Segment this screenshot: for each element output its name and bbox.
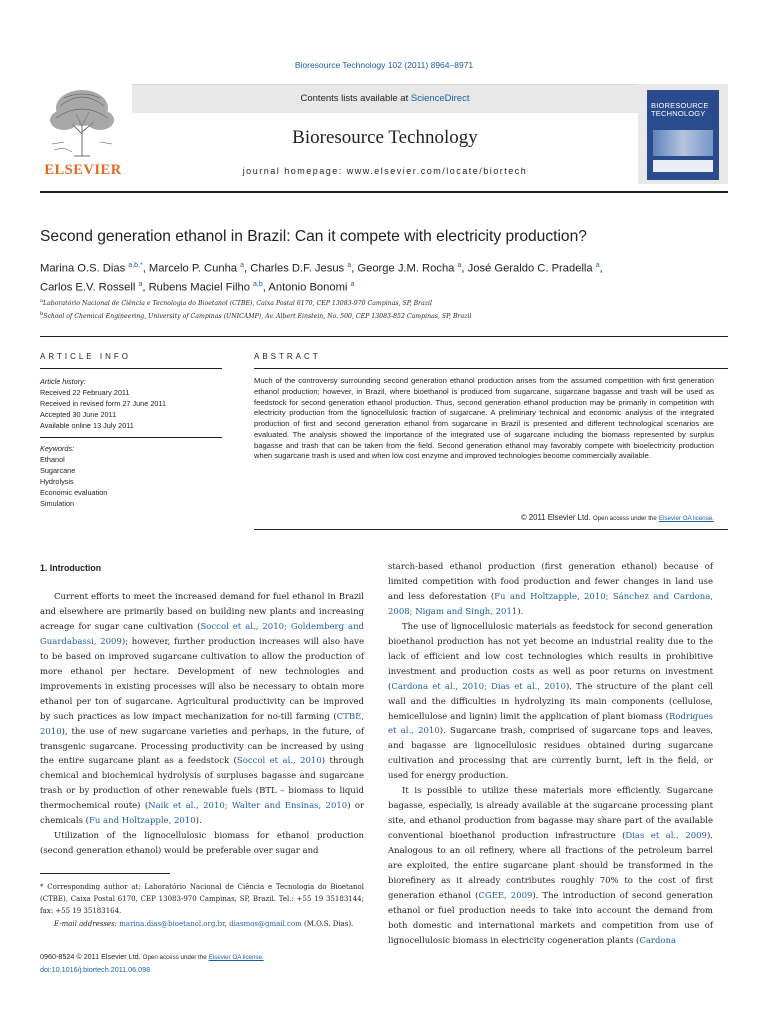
issn-text: 0960-8524 © 2011 Elsevier Ltd. (40, 952, 141, 961)
citation-link[interactable]: Rodrigues et al., 2010 (388, 711, 713, 737)
keyword-item: Ethanol (40, 455, 65, 464)
abstract-heading: ABSTRACT (254, 352, 321, 361)
author-name[interactable]: José Geraldo C. Pradella (467, 262, 593, 275)
footer-license-link[interactable]: Elsevier OA license. (208, 954, 264, 961)
citation-link[interactable]: Cardona (639, 935, 677, 946)
keyword-list (40, 454, 222, 509)
history-item: Accepted 30 June 2011 (40, 410, 117, 419)
author-name[interactable]: George J.M. Rocha (357, 262, 455, 275)
author-list (40, 258, 730, 295)
title-rule (40, 336, 728, 337)
left-paragraphs (40, 590, 364, 859)
article-title: Second generation ethanol in Brazil: Can it compete with electricity production? (40, 228, 587, 245)
author-affiliation-mark[interactable]: a (457, 262, 462, 269)
footer-open-access: Open access under the (142, 954, 207, 961)
author-name[interactable]: Marcelo P. Cunha (148, 262, 238, 275)
elsevier-logo[interactable] (40, 84, 126, 184)
author-name[interactable]: Charles D.F. Jesus (250, 262, 345, 275)
author-name[interactable]: Antonio Bonomi (268, 281, 348, 294)
author-line-1: Marina O.S. Dias $^{a,b,*}$, Marcelo P. Cunha $^a$, Charles D.F. Jesus $^a$, George J.M. Rocha $^a$, José Geraldo C. Pradella $^a$, (40, 262, 603, 275)
history-label: Article history: (40, 377, 86, 386)
section-title: 1. Introduction (40, 563, 102, 573)
author-name[interactable]: Marina O.S. Dias (40, 262, 126, 275)
cover-graphic (653, 130, 713, 156)
citation-link[interactable]: Cardona et al., 2010; Dias et al., 2010 (391, 681, 566, 692)
citation-link[interactable]: Soccol et al., 2010 (236, 756, 322, 767)
email-suffix: (M.O.S. Dias). (304, 919, 354, 928)
journal-reference[interactable]: Bioresource Technology 102 (2011) 8964–8971 (294, 60, 474, 70)
article-info-rule (40, 368, 222, 369)
author-name[interactable]: Carlos E.V. Rossell (40, 281, 136, 294)
footnote: * Corresponding author at: Laboratório Nacional de Ciência e Tecnologia do Bioetanol (CTBE), Caixa Postal 6170, CEP 13083-970 Campinas, SP, Brazil. Tel.: +55 19 35183144; fax: +55 19 35183164. E-mail addresses: marina.dias@bioetanol.org.br, diasmos@gmail.com (M.O.S. Dias). (40, 883, 364, 928)
issn-line (40, 951, 440, 964)
affiliation (40, 296, 730, 309)
affiliation-text: School of Chemical Engineering, University of Campinas (UNICAMP), Av. Albert Einstein, No. 500, CEP 13083-852 Campinas, SP, Brazil (43, 313, 472, 321)
keyword-item: Sugarcane (40, 466, 76, 475)
doi-link[interactable]: doi:10.1016/j.biortech.2011.06.098 (40, 965, 151, 974)
elsevier-tree-icon (44, 86, 120, 158)
article-info (40, 376, 222, 509)
abstract-bottom-rule (254, 529, 728, 530)
author-affiliation-mark[interactable]: a (138, 280, 143, 288)
author-name[interactable]: Rubens Maciel Filho (148, 281, 250, 294)
affiliation-text: Laboratório Nacional de Ciência e Tecnologia do Bioetanol (CTBE), Caixa Postal 6170, CEP 13083-970 Campinas, SP, Brazil (42, 300, 432, 308)
affiliation-mark: a (40, 298, 43, 304)
history-item: Received 22 February 2011 (40, 388, 130, 397)
author-line-2: Carlos E.V. Rossell $^a$, Rubens Maciel Filho $^{a,b}$, Antonio Bonomi $^a$ (40, 280, 355, 294)
citation-link[interactable]: Fu and Holtzapple, 2010 (88, 816, 196, 827)
corresponding-author-note: * Corresponding author at: Laboratório Nacional de Ciência e Tecnologia do Bioetanol (CTBE), Caixa Postal 6170, CEP 13083-970 Campinas, SP, Brazil. Tel.: +55 19 35183144; fax: +55 19 35183164. (40, 883, 364, 916)
citation-link[interactable]: Soccol et al., 2010; Goldemberg and Guardabassi, 2009 (40, 621, 364, 647)
abstract-text: Much of the controversy surrounding second generation ethanol production arises from the assumed competition with first generation ethanol production; however, in Brazil, where bioethanol is produced from sugarcane, sugarcane bagasse and trash will be used as feedstock for second generation ethanol production. Thus, second generation ethanol production may be primarily in competition with electricity production from the lignocellulosic fraction of sugarcane. A preliminary technical and economic analysis of the integrated production of first and second generation ethanol from sugarcane in Brazil is presented and different technological scenarios are evaluated. The analysis showed the importance of the integrated use of sugarcane including the biomass represented by surplus bagasse and trash that can be taken from the field. Second generation ethanol may favorably compete with bioelectricity production when sugarcane trash is used and when low cost enzyme and improved technologies become commercially available. (254, 376, 714, 461)
author-affiliation-mark[interactable]: a (350, 280, 355, 288)
cover-image (647, 90, 719, 180)
body-paragraph: The use of lignocellulosic materials as feedstock for second generation bioethanol production has not yet become an industrial reality due to the lack of efficient and low cost technologies which results in prohibitive investment and production costs as well as poor returns on investment (Cardona et al., 2010; Dias et al., 2010). The structure of the plant cell wall and the difficulties in hydrolyzing its main components (cellulose, hemicellulose and lignin) limit the application of plant biomass (Rodrigues et al., 2010). Sugarcane trash, comprised of sugarcane tops and leaves, and bagasse are lignocellulosic residues obtained during sugarcane cultivation and processing that are currently burnt, left in the field, or used for energy production. (388, 621, 714, 782)
sciencedirect-link[interactable]: ScienceDirect (410, 93, 470, 104)
journal-cover[interactable] (638, 84, 728, 184)
body-right-column (388, 560, 713, 949)
email-link-1[interactable]: marina.dias@bioetanol.org.br (119, 919, 225, 928)
oa-license-link[interactable]: Elsevier OA license. (658, 515, 714, 522)
footnote-rule (40, 873, 170, 874)
contents-label: Contents lists available at (300, 93, 409, 104)
copyright-text: © 2011 Elsevier Ltd. (520, 513, 591, 522)
publisher-wordmark: ELSEVIER (44, 162, 122, 178)
author-affiliation-mark[interactable]: a,b,* (128, 262, 143, 269)
body-paragraph: starch-based ethanol production (first generation ethanol) because of limited competition with food production and fewer changes in land use and less deforestation (Fu and Holtzapple, 2010; Sánchez and Cardona, 2008; Nigam and Singh, 2011). (388, 562, 713, 617)
author-affiliation-mark[interactable]: a (347, 262, 352, 269)
author-affiliation-mark[interactable]: a,b (253, 280, 263, 288)
body-paragraph: It is possible to utilize these materials more efficiently. Sugarcane bagasse, especially, is already available at the sugarcane processing plant site, and ethanol production from bagasse may share part of the available conventional bioethanol production infrastructure (Dias et al., 2009). Analogous to an oil refinery, where all fractions of the petroleum barrel are exploited, the entire sugarcane plant should be transformed in the biorefinery as it already contributes roughly 70% to the cost of first generation ethanol (CGEE, 2009). The introduction of second generation ethanol or fuel production needs to take into account the demand from both domestic and international markets and competition from use of lignocellulosic biomass in electricity cogeneration plants (Cardona (388, 786, 713, 946)
author-affiliation-mark[interactable]: a (240, 262, 245, 269)
keyword-item: Simulation (40, 499, 75, 508)
issn-block (40, 951, 440, 976)
affiliation-mark: b (40, 311, 44, 318)
masthead (40, 84, 728, 185)
cover-title: BIORESOURCE TECHNOLOGY (651, 101, 709, 118)
article-info-heading: ARTICLE INFO (40, 352, 131, 361)
citation-link[interactable]: Dias et al., 2009 (625, 831, 707, 842)
body-paragraph: Current efforts to meet the increased demand for fuel ethanol in Brazil and elsewhere are primarily based on building new plants and increasing acreage for sugar cane cultivation (Soccol et al., 2010; Goldemberg and Guardabassi, 2009); however, further production increases will also have to be based on improved sugarcane cultivation to allow the production of more ethanol per hectare. Development of new technologies and improvements in existing processes will also be necessary to obtain more ethanol per ton of sugarcane. Agricultural productivity can be improved by such practices as low impact mechanization for no-till farming (CTBE, 2010), the use of new sugarcane varieties and perhaps, in the future, of transgenic sugarcane. Processing productivity can be increased by using the entire sugarcane plant as a feedstock (Soccol et al., 2010) through chemical and biochemical hydrolysis of surpluses bagasse and sugarcane trash or by production of other renewable fuels (BTL – biomass to liquid thermochemical route) (Naik et al., 2010; Walter and Ensinas, 2010) or chemicals (Fu and Holtzapple, 2010). (40, 592, 365, 827)
history-item: Available online 13 July 2011 (40, 421, 134, 430)
journal-banner (132, 84, 638, 184)
affiliations (40, 296, 730, 322)
contents-band (132, 85, 638, 113)
keyword-item: Hydrolysis (40, 477, 74, 486)
journal-homepage[interactable]: journal homepage: www.elsevier.com/locate/biortech (242, 166, 528, 176)
cover-strip (653, 160, 713, 172)
citation-link[interactable]: Fu and Holtzapple, 2010; Sánchez and Cardona, 2008; Nigam and Singh, 2011 (388, 591, 713, 617)
body-left-column (40, 560, 364, 859)
keyword-item: Economic evaluation (40, 488, 108, 497)
keywords-label: Keywords: (40, 444, 75, 453)
affiliation (40, 309, 730, 322)
info-divider (40, 437, 222, 438)
abstract-copyright (254, 513, 714, 522)
author-affiliation-mark[interactable]: a (595, 262, 600, 269)
masthead-rule (40, 191, 728, 193)
citation-link[interactable]: CGEE, 2009 (478, 890, 533, 901)
open-access-text: Open access under the (592, 515, 657, 522)
body-paragraph: Utilization of the lignocellulosic biomass for ethanol production (second generation ethanol) would be preferable over sugar and (40, 831, 364, 857)
email-link-2[interactable]: diasmos@gmail.com (229, 919, 302, 928)
email-label: E-mail addresses: (54, 919, 118, 928)
citation-link[interactable]: CTBE, 2010 (40, 711, 364, 737)
journal-title: Bioresource Technology (292, 127, 478, 148)
history-item: Received in revised form 27 June 2011 (40, 399, 167, 408)
abstract-rule (254, 368, 728, 369)
citation-link[interactable]: Naik et al., 2010; Walter and Ensinas, 2010 (148, 801, 348, 812)
history-list (40, 387, 222, 431)
